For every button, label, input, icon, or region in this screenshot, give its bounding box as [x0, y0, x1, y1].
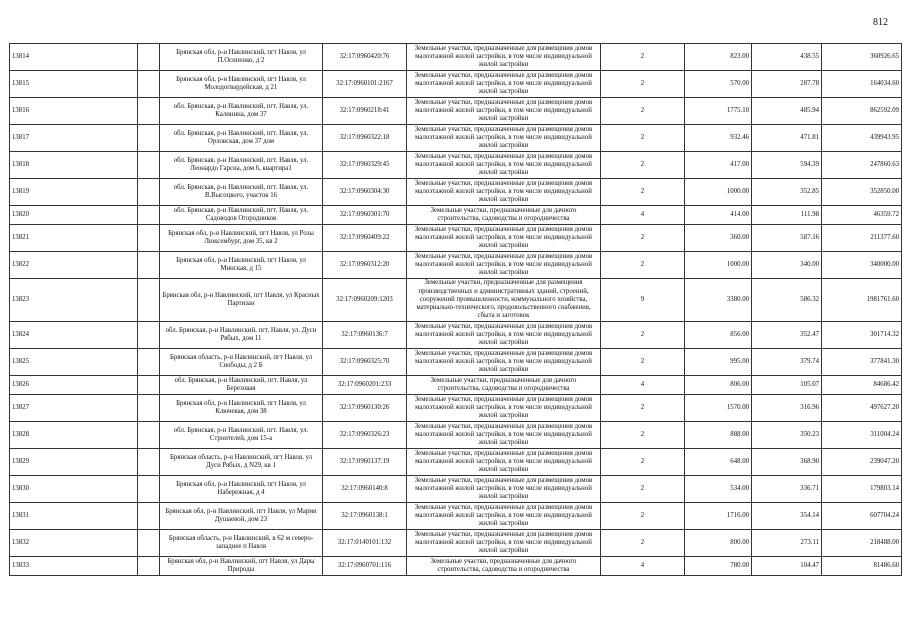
row-address: Брянская обл, р-н Навлинский, пгт Навля, ул Марии Душаевой, дом 23 — [160, 503, 323, 530]
table-row — [10, 206, 902, 225]
row-area: 1000.00 — [685, 179, 752, 206]
row-permitted-use: Земельные участки, предназначенные для размещения домов малоэтажной жилой застройки, в том числе индивидуальной жилой застройки — [407, 503, 601, 530]
row-cadastral-value: 301714.32 — [822, 322, 902, 349]
row-specific-value: 587.16 — [752, 225, 822, 252]
row-address: Брянская обл, р-н Навлинский, пгт Навля, ул Молодогвардейская, д 21 — [160, 71, 323, 98]
table-row — [10, 279, 902, 322]
row-blank — [138, 376, 160, 395]
row-category: 2 — [601, 449, 685, 476]
row-cadastral-value: 352850.00 — [822, 179, 902, 206]
row-permitted-use: Земельные участки, предназначенные для размещения домов малоэтажной жилой застройки, в том числе индивидуальной жилой застройки — [407, 98, 601, 125]
table-row — [10, 557, 902, 576]
table-row — [10, 376, 902, 395]
table-row — [10, 349, 902, 376]
row-specific-value: 350.23 — [752, 422, 822, 449]
row-cadastral-number: 32:17:0960325:70 — [323, 349, 407, 376]
row-cadastral-value: 360926.65 — [822, 44, 902, 71]
row-cadastral-number: 32:17:0960329:45 — [323, 152, 407, 179]
row-cadastral-number: 32:17:0960301:70 — [323, 206, 407, 225]
table-row — [10, 179, 902, 206]
row-category: 4 — [601, 206, 685, 225]
row-cadastral-value: 81486.60 — [822, 557, 902, 576]
row-blank — [138, 422, 160, 449]
row-cadastral-value: 239047.20 — [822, 449, 902, 476]
row-area: 888.00 — [685, 422, 752, 449]
row-permitted-use: Земельные участки, предназначенные для размещения производственных и административных зданий, строений, сооружений промышленности, коммунального хозяйства, материально-технического, продовольственного снабжения, сбыта и заготовок — [407, 279, 601, 322]
table-row — [10, 530, 902, 557]
row-cadastral-value: 607704.24 — [822, 503, 902, 530]
row-cadastral-number: 32:17:0960420:76 — [323, 44, 407, 71]
row-category: 2 — [601, 71, 685, 98]
table-row — [10, 225, 902, 252]
row-cadastral-number: 32:17:0960138:1 — [323, 503, 407, 530]
row-cadastral-value: 179803.14 — [822, 476, 902, 503]
row-permitted-use: Земельные участки, предназначенные для размещения домов малоэтажной жилой застройки, в том числе индивидуальной жилой застройки — [407, 179, 601, 206]
row-address: обл. Брянская, р-н Навлинский, пгт. Навля, ул. Калинина, дом 37 — [160, 98, 323, 125]
row-permitted-use: Земельные участки, предназначенные для размещения домов малоэтажной жилой застройки, в том числе индивидуальной жилой застройки — [407, 530, 601, 557]
row-number: 13824 — [10, 322, 138, 349]
row-number: 13825 — [10, 349, 138, 376]
row-blank — [138, 179, 160, 206]
row-number: 13833 — [10, 557, 138, 576]
row-blank — [138, 98, 160, 125]
table-row — [10, 322, 902, 349]
row-category: 2 — [601, 422, 685, 449]
page-number: 812 — [873, 17, 888, 28]
row-number: 13821 — [10, 225, 138, 252]
row-address: Брянская обл, р-н Навлинский, пгт Навля, ул Набережная, д 4 — [160, 476, 323, 503]
row-category: 2 — [601, 395, 685, 422]
row-area: 780.00 — [685, 557, 752, 576]
row-address: обл. Брянская, р-н Навлинский, пгт. Навля, ул. Орловская, дом 37 дом — [160, 125, 323, 152]
row-specific-value: 273.11 — [752, 530, 822, 557]
row-blank — [138, 395, 160, 422]
row-number: 13820 — [10, 206, 138, 225]
row-permitted-use: Земельные участки, предназначенные для размещения домов малоэтажной жилой застройки, в том числе индивидуальной жилой застройки — [407, 44, 601, 71]
row-cadastral-number: 32:17:0960209:1203 — [323, 279, 407, 322]
row-cadastral-number: 32:17:0960312:20 — [323, 252, 407, 279]
row-cadastral-number: 32:17:0960701:116 — [323, 557, 407, 576]
row-permitted-use: Земельные участки, предназначенные для размещения домов малоэтажной жилой застройки, в том числе индивидуальной жилой застройки — [407, 125, 601, 152]
row-category: 2 — [601, 503, 685, 530]
row-blank — [138, 252, 160, 279]
row-category: 2 — [601, 179, 685, 206]
row-number: 13814 — [10, 44, 138, 71]
row-number: 13830 — [10, 476, 138, 503]
row-address: обл. Брянская, р-н Навлинский, пгт. Навля, ул Березовая — [160, 376, 323, 395]
row-address: обл. Брянская, р-н Навлинский, пгт. Навля, ул. Дуси Рябых, дом 11 — [160, 322, 323, 349]
row-specific-value: 104.47 — [752, 557, 822, 576]
row-specific-value: 354.14 — [752, 503, 822, 530]
row-permitted-use: Земельные участки, предназначенные для дачного строительства, садоводства и огородничества — [407, 557, 601, 576]
row-area: 1716.00 — [685, 503, 752, 530]
row-blank — [138, 152, 160, 179]
row-category: 4 — [601, 557, 685, 576]
row-specific-value: 340.00 — [752, 252, 822, 279]
row-cadastral-number: 32:17:0960218:41 — [323, 98, 407, 125]
row-specific-value: 438.55 — [752, 44, 822, 71]
row-area: 570.00 — [685, 71, 752, 98]
row-permitted-use: Земельные участки, предназначенные для размещения домов малоэтажной жилой застройки, в том числе индивидуальной жилой застройки — [407, 349, 601, 376]
row-permitted-use: Земельные участки, предназначенные для размещения домов малоэтажной жилой застройки, в том числе индивидуальной жилой застройки — [407, 395, 601, 422]
row-area: 1775.10 — [685, 98, 752, 125]
row-number: 13829 — [10, 449, 138, 476]
row-blank — [138, 44, 160, 71]
row-permitted-use: Земельные участки, предназначенные для размещения домов малоэтажной жилой застройки, в том числе индивидуальной жилой застройки — [407, 252, 601, 279]
row-area: 806.00 — [685, 376, 752, 395]
row-blank — [138, 225, 160, 252]
table-row — [10, 44, 902, 71]
row-category: 9 — [601, 279, 685, 322]
row-cadastral-value: 164034.60 — [822, 71, 902, 98]
row-cadastral-value: 311004.24 — [822, 422, 902, 449]
table-row — [10, 98, 902, 125]
row-cadastral-number: 32:17:0960304:30 — [323, 179, 407, 206]
table-row — [10, 71, 902, 98]
row-category: 2 — [601, 349, 685, 376]
row-area: 417.00 — [685, 152, 752, 179]
row-blank — [138, 557, 160, 576]
table-row — [10, 476, 902, 503]
row-number: 13827 — [10, 395, 138, 422]
row-category: 2 — [601, 125, 685, 152]
row-permitted-use: Земельные участки, предназначенные для дачного строительства, садоводства и огородничества — [407, 206, 601, 225]
row-area: 414.00 — [685, 206, 752, 225]
row-area: 800.00 — [685, 530, 752, 557]
row-cadastral-number: 32:17:0960322:18 — [323, 125, 407, 152]
row-address: Брянская обл, р-н Навлинский, пгт Навля, ул Минская, д 15 — [160, 252, 323, 279]
row-blank — [138, 125, 160, 152]
row-blank — [138, 279, 160, 322]
row-blank — [138, 449, 160, 476]
row-address: обл. Брянская, р-н Навлинский, пгт. Навля, ул. Садоводов Огородников — [160, 206, 323, 225]
row-permitted-use: Земельные участки, предназначенные для размещения домов малоэтажной жилой застройки, в том числе индивидуальной жилой застройки — [407, 152, 601, 179]
row-specific-value: 352.85 — [752, 179, 822, 206]
row-number: 13823 — [10, 279, 138, 322]
table-row — [10, 395, 902, 422]
table-row — [10, 449, 902, 476]
row-permitted-use: Земельные участки, предназначенные для размещения домов малоэтажной жилой застройки, в том числе индивидуальной жилой застройки — [407, 449, 601, 476]
row-address: Брянская область, р-н Навлинский, в 62 м северо-западнее п Навля — [160, 530, 323, 557]
row-address: Брянская обл, р-н Навлинский, пгт Навля, ул П.Осипенко, д 2 — [160, 44, 323, 71]
row-area: 534.00 — [685, 476, 752, 503]
row-permitted-use: Земельные участки, предназначенные для размещения домов малоэтажной жилой застройки, в том числе индивидуальной жилой застройки — [407, 476, 601, 503]
row-address: Брянская область, р-н Навлинский, пгт Навля, ул Свободы, д 2 Б — [160, 349, 323, 376]
row-area: 823.00 — [685, 44, 752, 71]
row-category: 2 — [601, 476, 685, 503]
row-address: Брянская обл, р-н Навлинский, пгт Навля, ул Ключевая, дом 38 — [160, 395, 323, 422]
row-address: Брянская обл, р-н Навлинский, пгт Навля, ул Дары Природы — [160, 557, 323, 576]
row-cadastral-number: 32:17:0960101:2167 — [323, 71, 407, 98]
row-category: 2 — [601, 98, 685, 125]
row-cadastral-number: 32:17:0960140:8 — [323, 476, 407, 503]
table-row — [10, 503, 902, 530]
row-address: обл. Брянская, р-н Навлинский, пгт. Навля, ул. Леонардо Гарсиа, дом 6, квартира1 — [160, 152, 323, 179]
row-area: 3380.00 — [685, 279, 752, 322]
row-cadastral-value: 1981761.60 — [822, 279, 902, 322]
row-permitted-use: Земельные участки, предназначенные для дачного строительства, садоводства и огородничества — [407, 376, 601, 395]
row-blank — [138, 476, 160, 503]
row-specific-value: 105.07 — [752, 376, 822, 395]
row-blank — [138, 530, 160, 557]
row-area: 648.00 — [685, 449, 752, 476]
row-permitted-use: Земельные участки, предназначенные для размещения домов малоэтажной жилой застройки, в том числе индивидуальной жилой застройки — [407, 422, 601, 449]
row-address: Брянская обл, р-н Навлинский, пгт Навля, ул Красных Партизан — [160, 279, 323, 322]
row-permitted-use: Земельные участки, предназначенные для размещения домов малоэтажной жилой застройки, в том числе индивидуальной жилой застройки — [407, 322, 601, 349]
table-row — [10, 422, 902, 449]
row-cadastral-value: 211377.60 — [822, 225, 902, 252]
row-blank — [138, 349, 160, 376]
row-specific-value: 111.98 — [752, 206, 822, 225]
row-blank — [138, 503, 160, 530]
row-cadastral-value: 862592.09 — [822, 98, 902, 125]
table-body — [10, 44, 902, 576]
row-cadastral-value: 377841.30 — [822, 349, 902, 376]
row-specific-value: 352.47 — [752, 322, 822, 349]
row-specific-value: 594.39 — [752, 152, 822, 179]
row-cadastral-value: 46359.72 — [822, 206, 902, 225]
row-category: 2 — [601, 225, 685, 252]
row-blank — [138, 206, 160, 225]
row-area: 932.46 — [685, 125, 752, 152]
row-number: 13828 — [10, 422, 138, 449]
row-blank — [138, 71, 160, 98]
row-area: 1000.00 — [685, 252, 752, 279]
row-specific-value: 287.78 — [752, 71, 822, 98]
row-number: 13818 — [10, 152, 138, 179]
row-blank — [138, 322, 160, 349]
row-category: 2 — [601, 152, 685, 179]
row-specific-value: 368.90 — [752, 449, 822, 476]
row-category: 2 — [601, 530, 685, 557]
row-address: обл. Брянская, р-н Навлинский, пгт. Навля, ул. Строителей, дом 15-а — [160, 422, 323, 449]
row-permitted-use: Земельные участки, предназначенные для размещения домов малоэтажной жилой застройки, в том числе индивидуальной жилой застройки — [407, 71, 601, 98]
row-permitted-use: Земельные участки, предназначенные для размещения домов малоэтажной жилой застройки, в том числе индивидуальной жилой застройки — [407, 225, 601, 252]
table-row — [10, 152, 902, 179]
row-cadastral-number: 32:17:0960136:7 — [323, 322, 407, 349]
row-specific-value: 316.96 — [752, 395, 822, 422]
row-category: 2 — [601, 252, 685, 279]
row-number: 13819 — [10, 179, 138, 206]
row-number: 13831 — [10, 503, 138, 530]
row-number: 13816 — [10, 98, 138, 125]
row-area: 995.00 — [685, 349, 752, 376]
row-number: 13822 — [10, 252, 138, 279]
row-specific-value: 379.74 — [752, 349, 822, 376]
row-cadastral-value: 340000.00 — [822, 252, 902, 279]
row-area: 856.00 — [685, 322, 752, 349]
row-number: 13826 — [10, 376, 138, 395]
row-address: обл. Брянская, р-н Навлинский, пгт. Навля, ул. В.Высоцкого, участок 16 — [160, 179, 323, 206]
row-address: Брянская область, р-н Навлинский, пгт Навля, ул Дуси Рябых, д N29, кв 1 — [160, 449, 323, 476]
row-cadastral-number: 32:17:0960130:26 — [323, 395, 407, 422]
row-cadastral-value: 439943.95 — [822, 125, 902, 152]
row-specific-value: 485.94 — [752, 98, 822, 125]
row-area: 360.00 — [685, 225, 752, 252]
row-category: 2 — [601, 44, 685, 71]
row-specific-value: 336.71 — [752, 476, 822, 503]
row-category: 2 — [601, 322, 685, 349]
row-cadastral-value: 247860.63 — [822, 152, 902, 179]
table-row — [10, 252, 902, 279]
row-cadastral-number: 32:17:0960326:23 — [323, 422, 407, 449]
row-cadastral-number: 32:17:0960409:22 — [323, 225, 407, 252]
row-specific-value: 586.32 — [752, 279, 822, 322]
row-address: Брянская обл, р-н Навлинский, пгт Навля, ул Розы Люксембург, дом 35, кв 2 — [160, 225, 323, 252]
row-cadastral-value: 497627.20 — [822, 395, 902, 422]
row-number: 13817 — [10, 125, 138, 152]
table-row — [10, 125, 902, 152]
row-cadastral-number: 32:17:0960137:19 — [323, 449, 407, 476]
row-category: 4 — [601, 376, 685, 395]
row-specific-value: 471.81 — [752, 125, 822, 152]
row-area: 1570.00 — [685, 395, 752, 422]
row-number: 13815 — [10, 71, 138, 98]
row-cadastral-value: 84686.42 — [822, 376, 902, 395]
land-cadastral-table — [9, 43, 902, 576]
row-cadastral-value: 218488.00 — [822, 530, 902, 557]
row-number: 13832 — [10, 530, 138, 557]
row-cadastral-number: 32:17:0960201:233 — [323, 376, 407, 395]
row-cadastral-number: 32:17:0140101:132 — [323, 530, 407, 557]
